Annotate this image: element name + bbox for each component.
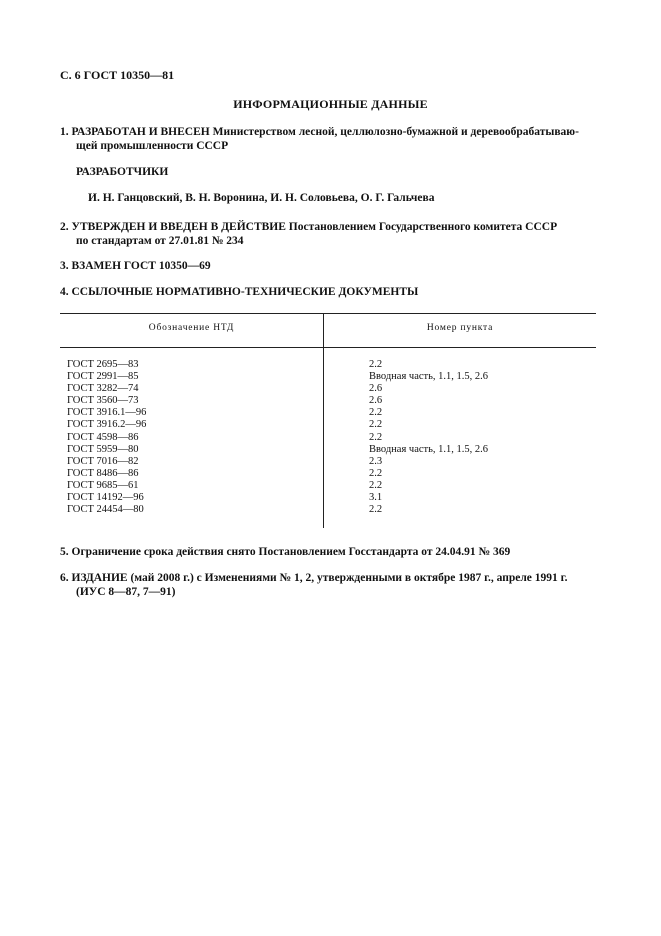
table-header-clause: Номер пункта bbox=[426, 323, 494, 333]
section-2 bbox=[60, 220, 605, 248]
table-cell-designation: ГОСТ 8486—86 bbox=[67, 467, 139, 479]
table-cell-designation: ГОСТ 9685—61 bbox=[67, 479, 139, 491]
table-row bbox=[67, 504, 596, 516]
table-cell-designation: ГОСТ 3560—73 bbox=[67, 395, 139, 407]
table-row bbox=[67, 480, 596, 492]
table-cell-clause: Вводная часть, 1.1, 1.5, 2.6 bbox=[369, 371, 489, 383]
table-cell-designation: ГОСТ 4598—86 bbox=[67, 431, 139, 443]
table-cell-designation: ГОСТ 3916.2—96 bbox=[67, 419, 147, 431]
table-row bbox=[67, 432, 596, 444]
table-cell-designation: ГОСТ 3282—74 bbox=[67, 383, 139, 395]
table-cell-clause: Вводная часть, 1.1, 1.5, 2.6 bbox=[369, 443, 489, 455]
table-cell-clause: 2.2 bbox=[369, 407, 383, 419]
table-body bbox=[67, 359, 596, 516]
section-5: 5. Ограничение срока действия снято Постановлением Госстандарта от 24.04.91 № 369 bbox=[60, 546, 511, 558]
table-row bbox=[67, 407, 596, 419]
section-3: 3. ВЗАМЕН ГОСТ 10350—69 bbox=[60, 260, 211, 272]
table-cell-designation: ГОСТ 3916.1—96 bbox=[67, 407, 147, 419]
table-row bbox=[67, 359, 596, 371]
section-1 bbox=[60, 125, 605, 153]
table-row bbox=[67, 468, 596, 480]
section-6 bbox=[60, 571, 605, 599]
page-title: ИНФОРМАЦИОННЫЕ ДАННЫЕ bbox=[233, 97, 428, 111]
table-cell-designation: ГОСТ 14192—96 bbox=[67, 492, 144, 504]
table-cell-designation: ГОСТ 2695—83 bbox=[67, 359, 139, 370]
table-row bbox=[67, 456, 596, 468]
table-cell-clause: 3.1 bbox=[369, 492, 383, 504]
developers-list: И. Н. Ганцовский, В. Н. Воронина, И. Н. Соловьева, О. Г. Гальчева bbox=[88, 192, 435, 204]
table-cell-designation: ГОСТ 24454—80 bbox=[67, 504, 144, 516]
section-1-line-2: щей промышленности СССР bbox=[76, 140, 229, 152]
table-top-rule bbox=[60, 313, 596, 314]
table-row bbox=[67, 492, 596, 504]
table-header-rule bbox=[60, 347, 596, 348]
table-cell-designation: ГОСТ 2991—85 bbox=[67, 371, 139, 383]
section-6-line-1: 6. ИЗДАНИЕ (май 2008 г.) с Изменениями № 1, 2, утвержденными в октябре 1987 г., апреле 1991 г. bbox=[60, 572, 568, 584]
section-6-line-2: (ИУС 8—87, 7—91) bbox=[76, 586, 176, 598]
table-row bbox=[67, 383, 596, 395]
developers-heading: РАЗРАБОТЧИКИ bbox=[76, 166, 169, 178]
table-cell-clause: 2.6 bbox=[369, 383, 383, 395]
section-4: 4. ССЫЛОЧНЫЕ НОРМАТИВНО-ТЕХНИЧЕСКИЕ ДОКУМЕНТЫ bbox=[60, 286, 419, 298]
table-cell-clause: 2.2 bbox=[369, 467, 383, 479]
table-cell-designation: ГОСТ 5959—80 bbox=[67, 443, 139, 455]
page-header: С. 6 ГОСТ 10350—81 bbox=[60, 68, 175, 82]
table-cell-clause: 2.2 bbox=[369, 504, 383, 516]
table-cell-clause: 2.2 bbox=[369, 479, 383, 491]
table-row bbox=[67, 419, 596, 431]
table-cell-clause: 2.3 bbox=[369, 455, 383, 467]
section-1-line-1: 1. РАЗРАБОТАН И ВНЕСЕН Министерством лесной, целлюлозно-бумажной и деревообрабатываю- bbox=[60, 126, 579, 138]
table-row bbox=[67, 371, 596, 383]
table-cell-clause: 2.2 bbox=[369, 359, 383, 370]
table-row bbox=[67, 395, 596, 407]
section-2-line-1: 2. УТВЕРЖДЕН И ВВЕДЕН В ДЕЙСТВИЕ Постановлением Государственного комитета СССР bbox=[60, 221, 558, 233]
table-cell-designation: ГОСТ 7016—82 bbox=[67, 455, 139, 467]
table-row bbox=[67, 444, 596, 456]
table-cell-clause: 2.6 bbox=[369, 395, 383, 407]
table-cell-clause: 2.2 bbox=[369, 431, 383, 443]
table-header-designation: Обозначение НТД bbox=[148, 323, 235, 333]
table-cell-clause: 2.2 bbox=[369, 419, 383, 431]
section-2-line-2: по стандартам от 27.01.81 № 234 bbox=[76, 235, 244, 247]
